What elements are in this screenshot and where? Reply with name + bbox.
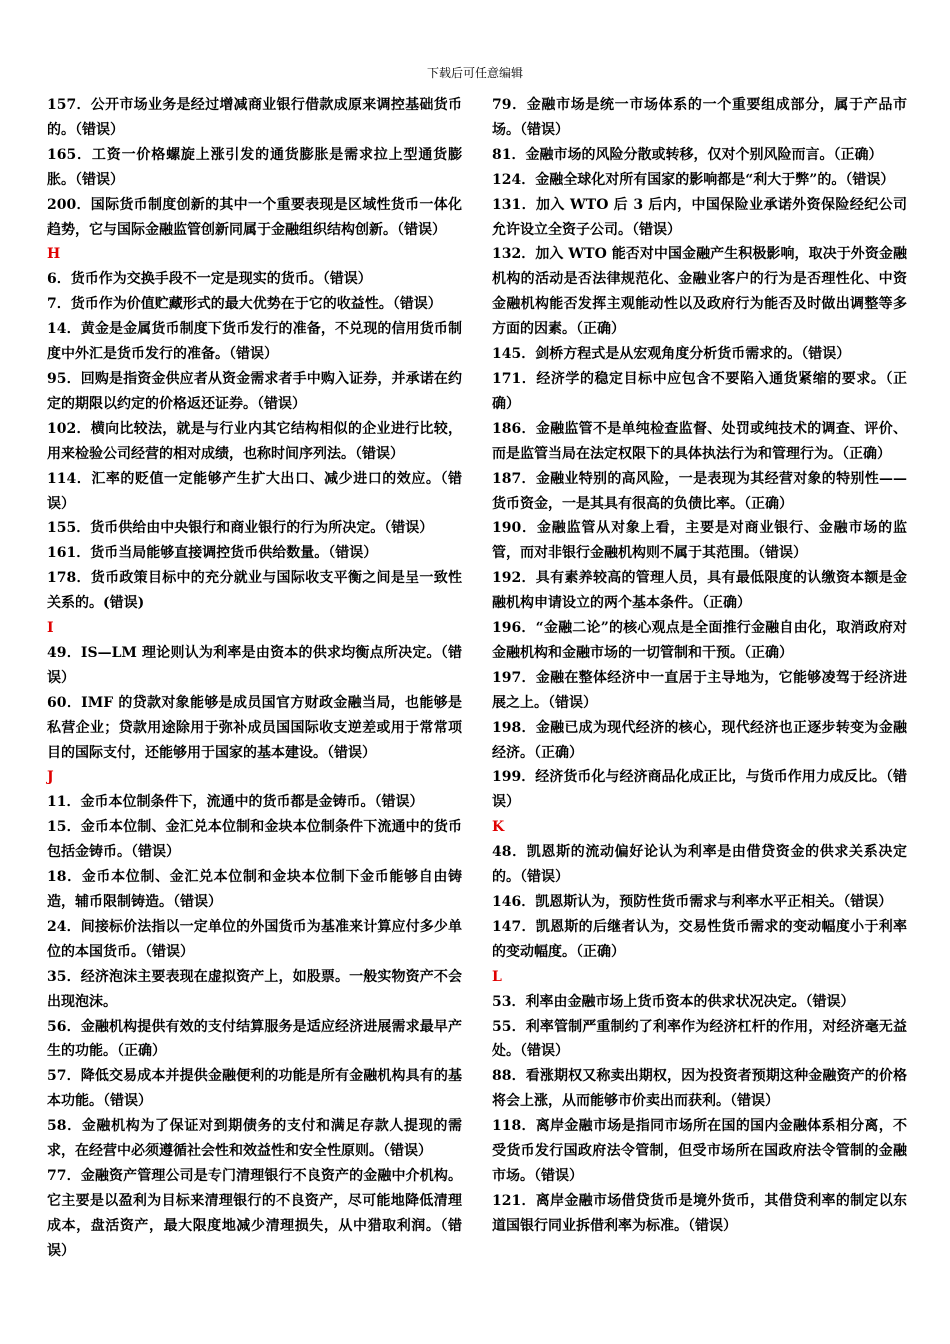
question-item: 145．剑桥方程式是从宏观角度分析货币需求的。（错误） — [492, 346, 851, 363]
question-item: 15．金币本位制、金汇兑本位制和金块本位制条件下流通中的货币包括金铸币。（错误） — [47, 819, 462, 861]
question-item: 48．凯恩斯的流动偏好论认为利率是由借贷资金的供求关系决定的。（错误） — [492, 844, 907, 886]
question-item: 161．货币当局能够直接调控货币供给数量。（错误） — [47, 545, 378, 562]
question-item: 6．货币作为交换手段不一定是现实的货币。（错误） — [47, 271, 372, 288]
question-item: 178．货币政策目标中的充分就业与国际收支平衡之间是呈一致性关系的。(错误) — [47, 570, 462, 612]
question-item: 114．汇率的贬值一定能够产生扩大出口、减少进口的效应。（错误） — [47, 470, 462, 512]
section-letter: K — [492, 819, 505, 836]
question-item: 60．IMF 的贷款对象能够是成员国官方财政金融当局，也能够是私营企业；贷款用途除用于弥补成员国国际收支逆差或用于常常项目的国际支付，还能够用于国家的基本建设。（错误） — [47, 694, 462, 761]
question-item: 196．“金融二论”的核心观点是全面推行金融自由化，取消政府对金融机构和金融市场的一切管制和干预。（正确） — [492, 620, 907, 661]
question-item: 55．利率管制严重制约了利率作为经济杠杆的作用，对经济毫无益处。（错误） — [492, 1018, 907, 1060]
question-item: 88．看涨期权又称卖出期权，因为投资者预期这种金融资产的价格将会上涨，从而能够市价卖出而获利。（错误） — [492, 1068, 907, 1110]
question-item: 24．间接标价法指以一定单位的外国货币为基准来计算应付多少单位的本国货币。（错误） — [47, 918, 462, 960]
question-item: 57．降低交易成本并提供金融便利的功能是所有金融机构具有的基本功能。（错误） — [47, 1068, 462, 1110]
question-item: 11．金币本位制条件下，流通中的货币都是金铸币。（错误） — [47, 794, 424, 811]
left-column — [47, 93, 462, 1264]
question-item: 95．回购是指资金供应者从资金需求者手中购入证券，并承诺在约定的期限以约定的价格返还证券。（错误） — [47, 370, 462, 412]
question-item: 197．金融在整体经济中一直居于主导地为，它能够凌驾于经济进展之上。（错误） — [492, 669, 907, 711]
question-item: 53．利率由金融市场上货币资本的供求状况决定。（错误） — [492, 993, 855, 1010]
question-item: 147．凯恩斯的后继者认为，交易性货币需求的变动幅度小于利率的变动幅度。（正确） — [492, 918, 907, 960]
section-letter: L — [492, 968, 502, 985]
question-item: 58．金融机构为了保证对到期债务的支付和满足存款人提现的需求，在经营中必须遵循社会性和效益性和安全性原则。（错误） — [47, 1118, 462, 1160]
question-item: 118．离岸金融市场是指同市场所在国的国内金融体系相分离，不受货币发行国政府法令管制，但受市场所在国政府法令管制的金融市场。（错误） — [492, 1118, 907, 1184]
page-header: 下载后可任意编辑 — [426, 66, 523, 80]
question-item: 190．金融监管从对象上看，主要是对商业银行、金融市场的监管，而对非银行金融机构则不属于其范围。（错误） — [492, 520, 907, 562]
question-item: 121．离岸金融市场借贷货币是境外货币，其借贷利率的制定以东道国银行同业拆借利率为标准。（错误） — [492, 1192, 907, 1234]
question-item: 77．金融资产管理公司是专门清理银行不良资产的金融中介机构。它主要是以盈利为目标来清理银行的不良资产，尽可能地降低清理成本，盘活资产，最大限度地减少清理损失，从中猎取利润。（错误） — [47, 1167, 462, 1259]
question-item: 157．公开市场业务是经过增减商业银行借款成原来调控基础货币的。（错误） — [47, 97, 462, 138]
question-item: 200．国际货币制度创新的其中一个重要表现是区域性货币一体化趋势，它与国际金融监管创新同属于金融组织结构创新。（错误） — [47, 196, 462, 238]
question-item: 49．IS—LM 理论则认为利率是由资本的供求均衡点所决定。（错误） — [47, 644, 462, 686]
question-item: 192．具有素养较高的管理人员，具有最低限度的认缴资本额是金融机构申请设立的两个基本条件。（正确） — [492, 570, 907, 612]
question-item: 35．经济泡沫主要表现在虚拟资产上，如股票。一般实物资产不会出现泡沫。 — [47, 968, 462, 1010]
question-item: 131．加入 WTO 后 3 后内，中国保险业承诺外资保险经纪公司允许设立全资子公司。（错误） — [492, 196, 907, 238]
question-item: 187．金融业特别的高风险，一是表现为其经营对象的特别性——货币资金，一是其具有很高的负债比率。（正确） — [492, 470, 907, 512]
question-item: 199．经济货币化与经济商品化成正比，与货币作用力成反比。（错误） — [492, 769, 907, 811]
question-item: 7．货币作为价值贮藏形式的最大优势在于它的收益性。（错误） — [47, 296, 442, 313]
question-item: 81．金融市场的风险分散或转移，仅对个别风险而言。（正确） — [492, 146, 883, 163]
question-item: 171．经济学的稳定目标中应包含不要陷入通货紧缩的要求。（正确） — [492, 370, 907, 412]
question-item: 124．金融全球化对所有国家的影响都是“利大于弊”的。（错误） — [492, 171, 895, 188]
question-item: 56．金融机构提供有效的支付结算服务是适应经济进展需求最早产生的功能。（正确） — [47, 1018, 462, 1060]
section-letter: H — [47, 246, 61, 263]
question-item: 186．金融监管不是单纯检查监督、处罚或纯技术的调查、评价、而是监管当局在法定权限下的具体执法行为和管理行为。（正确） — [492, 420, 907, 462]
question-item: 132．加入 WTO 能否对中国金融产生积极影响，取决于外资金融机构的活动是否法律规范化、金融业客户的行为是否理性化、中资金融机构能否发挥主观能动性以及政府行为能否及时做出调整等多方面的因素。（正确） — [492, 246, 907, 338]
question-item: 102．横向比较法，就是与行业内其它结构相似的企业进行比较，用来检验公司经营的相对成绩，也称时间序列法。（错误） — [47, 420, 462, 462]
question-item: 198．金融已成为现代经济的核心，现代经济也正逐步转变为金融经济。（正确） — [492, 719, 907, 761]
question-item: 146．凯恩斯认为，预防性货币需求与利率水平正相关。（错误） — [492, 894, 893, 910]
section-letter: I — [47, 620, 54, 637]
right-column — [492, 93, 907, 1239]
question-item: 14．黄金是金属货币制度下货币发行的准备，不兑现的信用货币制度中外汇是货币发行的准备。（错误） — [47, 321, 462, 363]
question-item: 18．金币本位制、金汇兑本位制和金块本位制下金币能够自由铸造，辅币限制铸造。（错误） — [47, 869, 462, 910]
section-letter: J — [47, 769, 54, 786]
question-item: 165．工资一价格螺旋上涨引发的通货膨胀是需求拉上型通货膨胀。（错误） — [47, 146, 462, 188]
question-item: 79．金融市场是统一市场体系的一个重要组成部分，属于产品市场。（错误） — [492, 97, 907, 138]
question-item: 155．货币供给由中央银行和商业银行的行为所决定。（错误） — [47, 520, 434, 537]
